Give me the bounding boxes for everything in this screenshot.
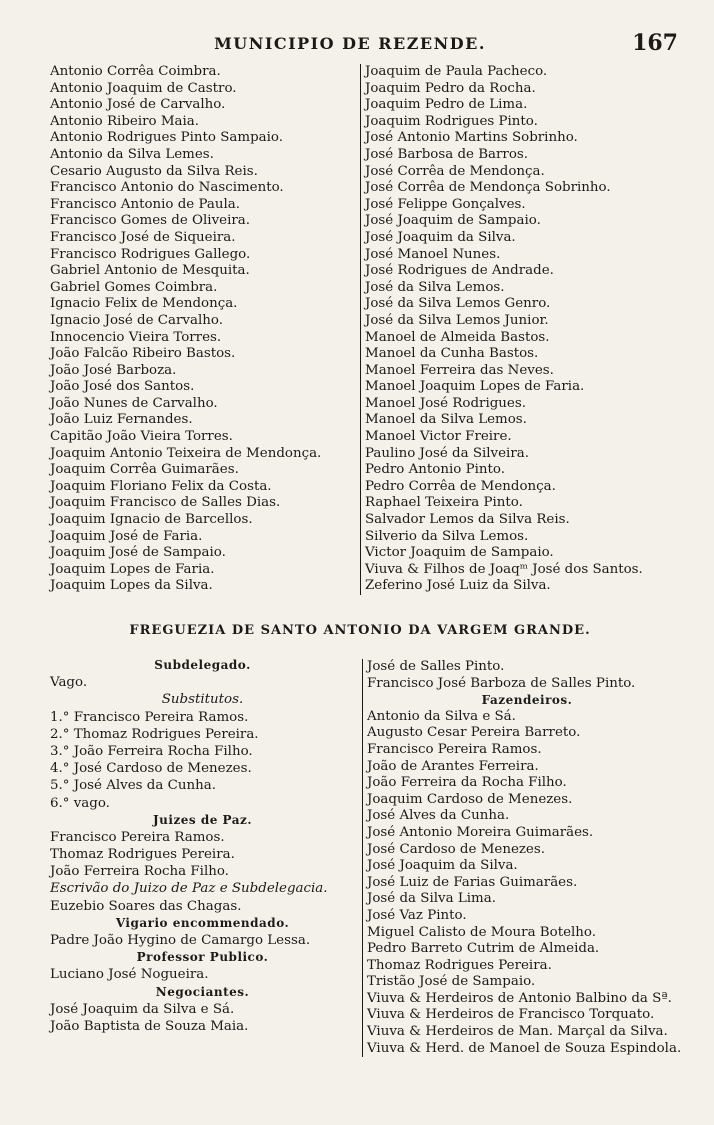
list-item: Antonio Corrêa Coimbra. bbox=[50, 64, 221, 79]
list-item: Joaquim Cardoso de Menezes. bbox=[367, 791, 573, 807]
page-header-title: MUNICIPIO DE REZENDE. bbox=[214, 34, 486, 53]
list-item: Ignacio Felix de Mendonça. bbox=[50, 296, 238, 312]
list-item: Euzebio Soares das Chagas. bbox=[50, 898, 242, 914]
subsection-heading: Subdelegado. bbox=[154, 658, 251, 672]
subsection-heading: Juizes de Paz. bbox=[152, 812, 252, 827]
list-item: Thomaz Rodrigues Pereira. bbox=[367, 957, 552, 973]
list-item: Miguel Calisto de Moura Botelho. bbox=[367, 924, 597, 940]
list-item: José Manoel Nunes. bbox=[365, 246, 501, 262]
list-item: Viuva & Herd. de Manoel de Souza Espindola. bbox=[367, 1040, 682, 1056]
list-item: Joaquim José de Sampaio. bbox=[50, 545, 226, 561]
list-item: Joaquim Pedro de Lima. bbox=[365, 97, 528, 113]
list-item: 6.° vago. bbox=[50, 795, 110, 811]
list-item: José Rodrigues de Andrade. bbox=[365, 263, 554, 279]
list-item: Pedro Barreto Cutrim de Almeida. bbox=[367, 941, 600, 957]
list-item: Gabriel Antonio de Mesquita. bbox=[50, 263, 250, 279]
list-item: Viuva & Herdeiros de Francisco Torquato. bbox=[367, 1007, 655, 1023]
list-item: João Luiz Fernandes. bbox=[50, 412, 193, 428]
list-item: 2.° Thomaz Rodrigues Pereira. bbox=[50, 726, 259, 742]
list-item: Viuva & Filhos de Joaqᵐ José dos Santos. bbox=[365, 561, 643, 577]
list-item: José Felippe Gonçalves. bbox=[365, 196, 526, 212]
list-item: Augusto Cesar Pereira Barreto. bbox=[367, 725, 581, 741]
list-item: Joaquim Rodrigues Pinto. bbox=[365, 113, 538, 129]
list-item: Manoel Joaquim Lopes de Faria. bbox=[365, 379, 585, 395]
list-item: Joaquim Ignacio de Barcellos. bbox=[50, 512, 253, 528]
list-item: Joaquim Antonio Teixeira de Mendonça. bbox=[50, 445, 322, 461]
list-item: José de Salles Pinto. bbox=[367, 659, 505, 674]
list-item: João Baptista de Souza Maia. bbox=[50, 1018, 249, 1034]
list-item: 5.° José Alves da Cunha. bbox=[50, 778, 216, 794]
list-item: Manoel da Silva Lemos. bbox=[365, 412, 527, 428]
list-item: Escrivão do Juizo de Paz e Subdelegacia. bbox=[50, 881, 328, 897]
list-item: Joaquim Floriano Felix da Costa. bbox=[50, 478, 272, 494]
list-item: José Antonio Moreira Guimarães. bbox=[367, 824, 594, 840]
list-item: José da Silva Lemos Junior. bbox=[365, 312, 549, 328]
list-item: João Nunes de Carvalho. bbox=[50, 395, 218, 411]
list-item: João José dos Santos. bbox=[50, 379, 195, 395]
list-item: Francisco Pereira Ramos. bbox=[367, 741, 542, 757]
list-item: João Ferreira da Rocha Filho. bbox=[367, 775, 567, 791]
list-item: Manoel da Cunha Bastos. bbox=[365, 346, 539, 362]
list-item: João José Barboza. bbox=[50, 362, 177, 378]
list-item: Manoel Ferreira das Neves. bbox=[365, 362, 554, 378]
list-item: João de Arantes Ferreira. bbox=[367, 758, 539, 774]
subsection-heading: Fazendeiros. bbox=[481, 693, 573, 708]
list-item: Viuva & Herdeiros de Man. Marçal da Silva. bbox=[367, 1024, 668, 1040]
list-item: José da Silva Lemos Genro. bbox=[365, 296, 551, 312]
list-item: Raphael Teixeira Pinto. bbox=[365, 495, 523, 511]
list-item: Antonio Ribeiro Maia. bbox=[50, 113, 200, 129]
list-item: José Corrêa de Mendonça Sobrinho. bbox=[365, 180, 611, 196]
section-title: FREGUEZIA DE SANTO ANTONIO DA VARGEM GRANDE. bbox=[129, 623, 591, 638]
list-item: Victor Joaquim de Sampaio. bbox=[365, 545, 554, 561]
list-item: João Ferreira Rocha Filho. bbox=[50, 864, 229, 880]
list-item: Silverio da Silva Lemos. bbox=[365, 528, 529, 544]
list-item: Cesario Augusto da Silva Reis. bbox=[50, 163, 258, 179]
list-item: José Luiz de Farias Guimarães. bbox=[367, 874, 578, 890]
list-item: Francisco José de Siqueira. bbox=[50, 229, 236, 245]
list-item: Capitão João Vieira Torres. bbox=[50, 429, 233, 445]
list-item: Manoel José Rodrigues. bbox=[365, 395, 526, 411]
list-item: 4.° José Cardoso de Menezes. bbox=[50, 761, 252, 777]
list-item: José Barbosa de Barros. bbox=[365, 146, 529, 162]
list-item: José da Silva Lima. bbox=[367, 891, 496, 907]
list-item: 3.° João Ferreira Rocha Filho. bbox=[50, 743, 253, 759]
list-item: Francisco Rodrigues Gallego. bbox=[50, 246, 251, 262]
list-item: José Corrêa de Mendonça. bbox=[365, 163, 545, 179]
list-item: Pedro Antonio Pinto. bbox=[365, 462, 505, 478]
name-list-top-right bbox=[360, 64, 685, 595]
subsection-heading: Professor Publico. bbox=[136, 950, 269, 965]
list-item: Vago. bbox=[50, 675, 88, 691]
list-item: Ignacio José de Carvalho. bbox=[50, 312, 223, 328]
list-item: Francisco Pereira Ramos. bbox=[50, 829, 225, 845]
list-item: Antonio José de Carvalho. bbox=[50, 97, 226, 113]
subsection-heading: Negociantes. bbox=[155, 984, 250, 999]
list-item: Thomaz Rodrigues Pereira. bbox=[50, 847, 235, 863]
list-item: José Joaquim da Silva e Sá. bbox=[50, 1001, 235, 1017]
page-number: 167 bbox=[632, 30, 678, 56]
list-item: Innocencio Vieira Torres. bbox=[50, 329, 222, 345]
list-item: Joaquim José de Faria. bbox=[50, 528, 203, 544]
list-item: Zeferino José Luiz da Silva. bbox=[365, 578, 551, 594]
subsection-heading: Substitutos. bbox=[161, 692, 244, 708]
list-item: Francisco Gomes de Oliveira. bbox=[50, 213, 250, 229]
list-item: Antonio Joaquim de Castro. bbox=[50, 80, 237, 96]
list-item: Luciano José Nogueira. bbox=[50, 967, 209, 983]
list-item: José Vaz Pinto. bbox=[367, 907, 467, 923]
list-item: José da Silva Lemos. bbox=[365, 279, 505, 295]
list-item: João Falcão Ribeiro Bastos. bbox=[50, 346, 236, 362]
list-item: Antonio da Silva Lemes. bbox=[50, 146, 214, 162]
list-item: Joaquim Pedro da Rocha. bbox=[365, 80, 536, 96]
list-item: José Joaquim da Silva. bbox=[367, 858, 518, 874]
list-item: Pedro Corrêa de Mendonça. bbox=[365, 478, 556, 494]
list-item: Antonio Rodrigues Pinto Sampaio. bbox=[50, 130, 284, 146]
list-item: Paulino José da Silveira. bbox=[365, 445, 529, 461]
list-item: Joaquim Corrêa Guimarães. bbox=[50, 462, 239, 478]
list-item: Francisco José Barboza de Salles Pinto. bbox=[367, 675, 636, 691]
list-item: Francisco Antonio do Nascimento. bbox=[50, 180, 284, 196]
list-item: Salvador Lemos da Silva Reis. bbox=[365, 512, 570, 528]
list-item: Padre João Hygino de Camargo Lessa. bbox=[50, 933, 311, 948]
subsection-heading: Vigario encommendado. bbox=[115, 915, 290, 930]
list-item: Joaquim Lopes da Silva. bbox=[50, 578, 213, 594]
list-item: Manoel de Almeida Bastos. bbox=[365, 329, 550, 345]
list-item: José Joaquim de Sampaio. bbox=[365, 213, 541, 229]
parish-list-right bbox=[362, 659, 687, 1057]
list-item: Tristão José de Sampaio. bbox=[367, 974, 536, 990]
list-item: 1.° Francisco Pereira Ramos. bbox=[50, 709, 249, 725]
list-item: Viuva & Herdeiros de Antonio Balbino da Sª. bbox=[367, 990, 672, 1006]
list-item: Manoel Victor Freire. bbox=[365, 429, 512, 445]
name-list-top-left bbox=[50, 64, 350, 595]
list-item: Francisco Antonio de Paula. bbox=[50, 196, 241, 212]
list-item: Joaquim Lopes de Faria. bbox=[50, 561, 215, 577]
list-item: José Joaquim da Silva. bbox=[365, 229, 516, 245]
list-item: Joaquim de Paula Pacheco. bbox=[365, 64, 548, 79]
list-item: José Alves da Cunha. bbox=[367, 808, 510, 824]
list-item: José Cardoso de Menezes. bbox=[367, 841, 545, 857]
parish-list-left bbox=[50, 657, 355, 1035]
list-item: Joaquim Francisco de Salles Dias. bbox=[50, 495, 281, 511]
list-item: Antonio da Silva e Sá. bbox=[367, 708, 516, 724]
list-item: Gabriel Gomes Coimbra. bbox=[50, 279, 218, 295]
list-item: José Antonio Martins Sobrinho. bbox=[365, 130, 578, 146]
